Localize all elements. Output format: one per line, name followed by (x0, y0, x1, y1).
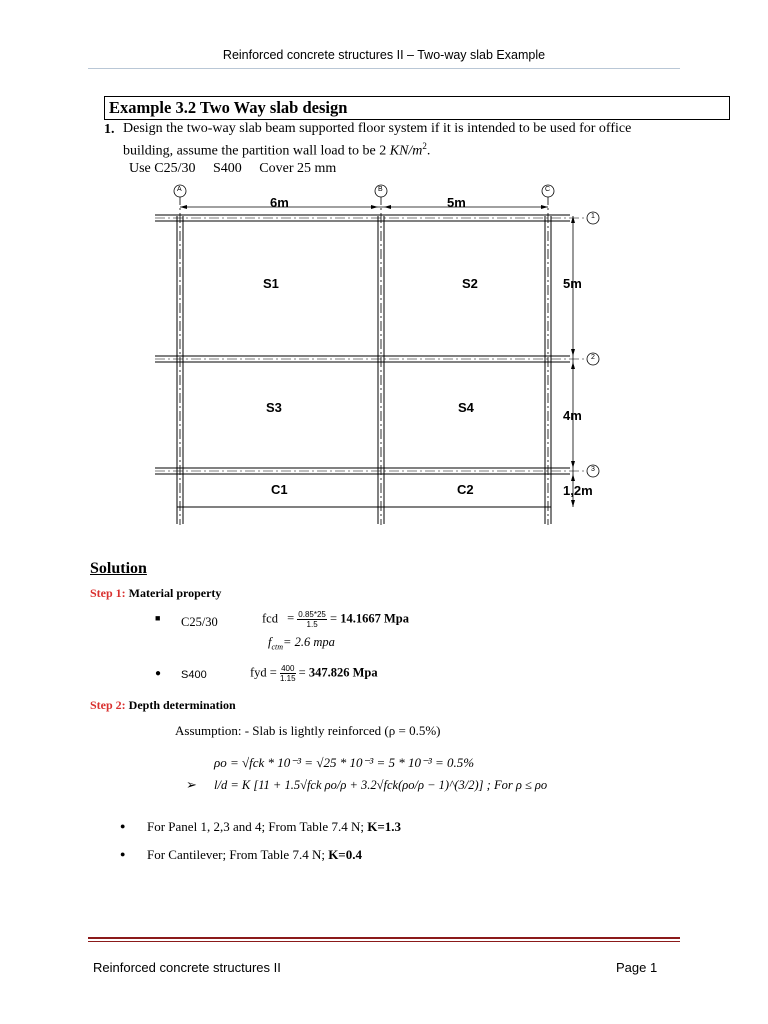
panel-s1: S1 (263, 276, 279, 291)
footer-title: Reinforced concrete structures II (93, 960, 281, 975)
question-line-2-end: . (426, 143, 431, 159)
bullet-dot-icon: ● (120, 849, 126, 859)
dimension-5m-right: 5m (563, 276, 582, 291)
dimension-4m: 4m (563, 408, 582, 423)
bullet-cantilever-k-value: K=0.4 (328, 847, 362, 862)
fcd-result: 14.1667 Mpa (340, 611, 409, 626)
fctm-value: = 2.6 mpa (283, 635, 335, 649)
dimension-1-2m: 1,2m (563, 483, 593, 498)
grid-label-a: A (177, 186, 182, 193)
solution-heading: Solution (90, 560, 147, 577)
assumption-text: Assumption: - Slab is lightly reinforced (ρ = 0.5%) (175, 723, 441, 738)
panel-c1: C1 (271, 482, 288, 497)
grid-label-c: C (545, 186, 551, 193)
question-number: 1. (104, 122, 115, 137)
fctm-subscript: ctm (271, 642, 284, 652)
dimension-5m-top: 5m (447, 195, 466, 210)
fcd-denominator: 1.5 (306, 620, 318, 629)
bullet-panel-k-value: K=1.3 (367, 819, 401, 834)
question-line-1: Design the two-way slab beam supported floor system if it is intended to be used for office (123, 121, 632, 136)
bullet-panel-k-text: For Panel 1, 2,3 and 4; From Table 7.4 N; (147, 819, 368, 834)
fctm-formula (268, 635, 335, 652)
example-title-box (104, 96, 730, 120)
load-unit: KN/m (389, 143, 423, 159)
dimension-6m: 6m (270, 195, 289, 210)
bullet-dot-icon: ● (155, 668, 162, 679)
fcd-label: fcd (262, 611, 278, 626)
bullet-cantilever-k-text: For Cantilever; From Table 7.4 N; (147, 847, 329, 862)
step-1-label: Step 1: (90, 586, 126, 600)
bullet-panel-k (147, 819, 401, 835)
panel-c2: C2 (457, 482, 474, 497)
question-line-3: Use C25/30 S400 Cover 25 mm (129, 161, 337, 176)
concrete-grade: C25/30 (181, 615, 218, 629)
panel-s3: S3 (266, 400, 282, 415)
fcd-fraction (297, 610, 327, 629)
panel-s4: S4 (458, 400, 474, 415)
step-1 (90, 586, 221, 601)
fcd-numerator: 0.85*25 (298, 610, 326, 619)
bullet-dot-icon: ● (120, 821, 126, 831)
header-rule (88, 68, 680, 69)
fyd-formula: fyd = $\frac{400}{1.15}$ = 347.826 Mpa (250, 664, 378, 683)
fyd-denominator: 1.15 (279, 674, 296, 683)
arrow-bullet-icon: ➢ (186, 777, 197, 792)
load-unit-exponent: 2 (422, 141, 427, 151)
page-number: Page 1 (616, 960, 658, 975)
grid-label-3: 3 (591, 466, 595, 473)
panel-s2: S2 (462, 276, 478, 291)
grid-label-2: 2 (591, 354, 595, 361)
fyd-numerator: 400 (281, 664, 295, 673)
bullet-cantilever-k (147, 847, 362, 863)
step-2 (90, 698, 236, 713)
fyd-label: fyd = (250, 665, 277, 680)
grid-label-1: 1 (591, 213, 595, 220)
footer-rule-thin (88, 941, 680, 942)
fyd-result: 347.826 Mpa (308, 665, 378, 680)
fctm-label: f (268, 635, 272, 649)
step-2-label: Step 2: (90, 698, 126, 712)
footer-rule (88, 937, 680, 939)
floor-plan-drawing (150, 180, 610, 530)
step-2-title: Depth determination (128, 698, 236, 712)
bullet-square-icon: ■ (155, 613, 161, 623)
ld-equation: l/d = K [11 + 1.5√fck ρo/ρ + 3.2√fck(ρo/ρ − 1)^(3/2)] ; For ρ ≤ ρo (214, 778, 548, 792)
steel-grade: S400 (181, 669, 207, 681)
example-title: Example 3.2 Two Way slab design (109, 98, 348, 117)
grid-label-b: B (378, 186, 383, 193)
rho-equation: ρo = √fck * 10⁻³ = √25 * 10⁻³ = 5 * 10⁻³ = 0.5% (214, 755, 475, 770)
fcd-formula: fcd = $\frac{0.85*25}{1.5}$ = 14.1667 Mpa (262, 610, 409, 629)
question-line-2 (123, 141, 430, 160)
question-line-2-text: building, assume the partition wall load to be 2 (123, 143, 390, 159)
fyd-fraction (280, 664, 296, 683)
step-1-title: Material property (128, 586, 222, 600)
page-header: Reinforced concrete structures II – Two-way slab Example (222, 48, 546, 62)
